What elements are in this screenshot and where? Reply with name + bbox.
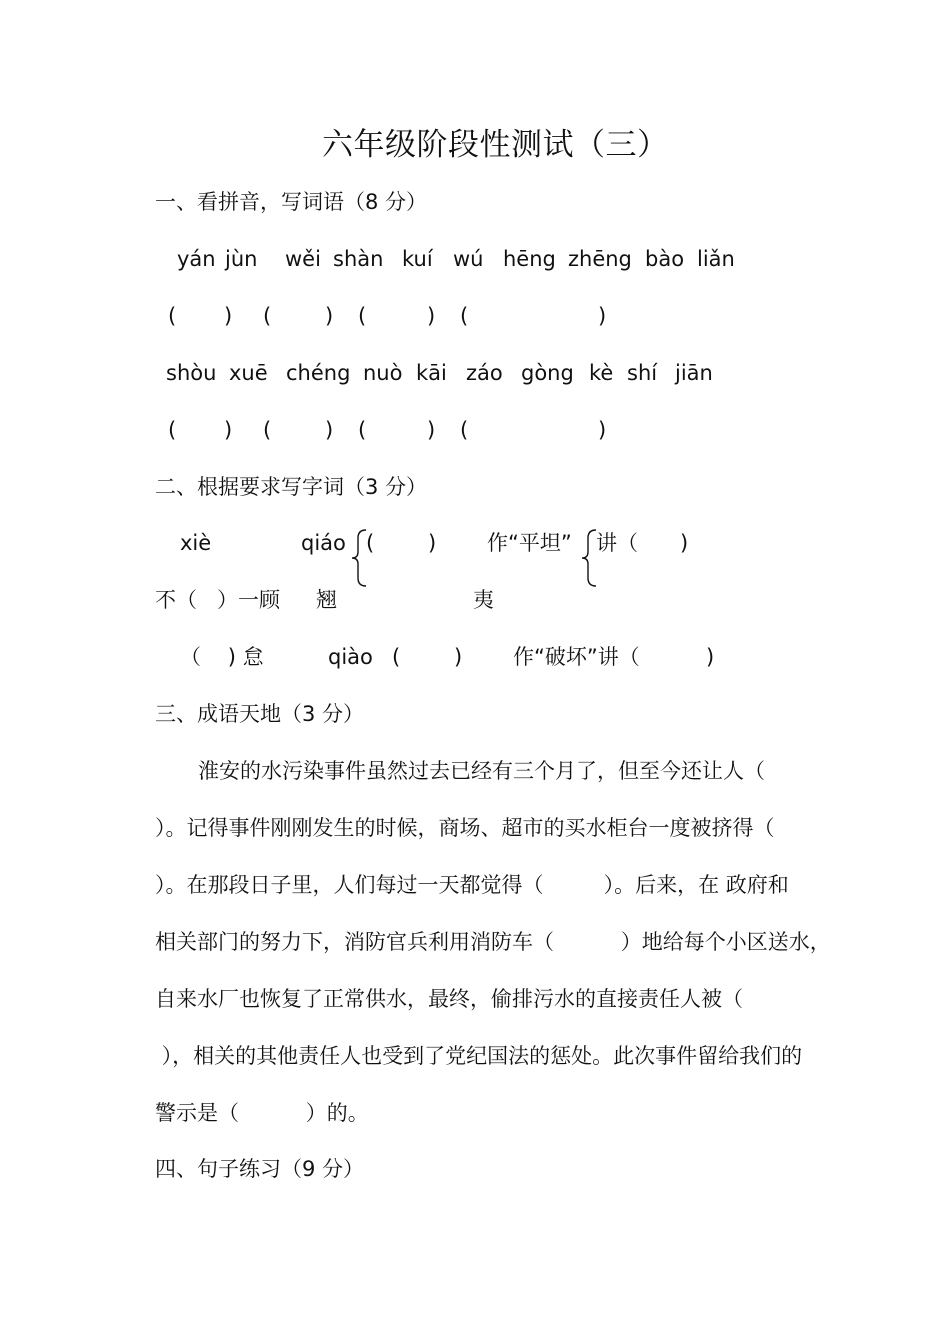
paren-open: ( xyxy=(263,304,272,328)
pinyin-syllable: shòu xyxy=(166,361,217,385)
word-dai: （ ) 怠 xyxy=(180,645,264,669)
section-4-heading: 四、句子练习（9 分） xyxy=(155,1157,365,1181)
char-qiao: 翘 xyxy=(316,588,337,612)
passage-line: ）。在那段日子里，人们每过一天都觉得（ ）。后来，在 政府和 xyxy=(155,873,789,897)
passage-line: 相关部门的努力下，消防官兵利用消防车（ ）地给每个小区送水， xyxy=(155,930,831,954)
passage-line: 警示是（ ）的。 xyxy=(155,1101,369,1125)
pinyin-syllable: shí xyxy=(627,361,658,385)
pinyin-syllable: zhēng xyxy=(568,247,632,271)
passage-line: 淮安的水污染事件虽然过去已经有三个月了，但至今还让人（ xyxy=(198,759,765,783)
idiom-bu-yi-gu: 不（ ）一顾 xyxy=(155,588,281,612)
paren-close: ) xyxy=(454,645,463,669)
pinyin-syllable: kè xyxy=(589,361,614,385)
passage-line: 自来水厂也恢复了正常供水，最终，偷排污水的直接责任人被（ xyxy=(155,987,743,1011)
paren-open: ( xyxy=(263,418,272,442)
instruction-jiang: 讲（ xyxy=(596,531,638,555)
paren-open: ( xyxy=(460,418,469,442)
paren-close: ) xyxy=(427,304,436,328)
pinyin-syllable: wěi xyxy=(285,247,321,271)
pinyin-syllable: nuò xyxy=(363,361,403,385)
pinyin-qiao-4th-tone: qiào xyxy=(328,645,373,669)
section-2-heading: 二、根据要求写字词（3 分） xyxy=(155,475,428,499)
paren-close: ) xyxy=(598,418,607,442)
pinyin-syllable: kuí xyxy=(402,247,433,271)
instruction-zuo-pohuai: 作“破坏”讲（ xyxy=(513,645,640,669)
pinyin-syllable: kāi xyxy=(416,361,447,385)
pinyin-syllable: hēng xyxy=(503,247,556,271)
paren-close: ) xyxy=(325,418,334,442)
passage-line: ）。记得事件刚刚发生的时候，商场、超市的买水柜台一度被挤得（ xyxy=(155,816,775,840)
instruction-zuo-pingtan: 作“平坦” xyxy=(487,531,572,555)
paren-open: ( xyxy=(392,645,401,669)
section-3-heading: 三、成语天地（3 分） xyxy=(155,702,365,726)
paren-open: ( xyxy=(168,304,177,328)
passage-line: ），相关的其他责任人也受到了党纪国法的惩处。此次事件留给我们的 xyxy=(155,1044,803,1068)
pinyin-syllable: shàn xyxy=(333,247,384,271)
pinyin-syllable: yán xyxy=(177,247,216,271)
section-1-heading: 一、看拼音，写词语（8 分） xyxy=(155,190,428,214)
paren-close: ) xyxy=(598,304,607,328)
paren-close: ) xyxy=(224,304,233,328)
pinyin-syllable: záo xyxy=(466,361,503,385)
paren-close: ) xyxy=(427,418,436,442)
paren-open: ( xyxy=(358,304,367,328)
paren-open: ( xyxy=(358,418,367,442)
paren-open: ( xyxy=(168,418,177,442)
char-yi: 夷 xyxy=(473,588,494,612)
pinyin-syllable: jiān xyxy=(675,361,713,385)
pinyin-qiao-2nd-tone: qiáo xyxy=(301,531,346,555)
pinyin-syllable: bào xyxy=(645,247,685,271)
paren-open: ( xyxy=(460,304,469,328)
paren-close: ) xyxy=(325,304,334,328)
pinyin-syllable: xuē xyxy=(229,361,268,385)
pinyin-syllable: gòng xyxy=(521,361,574,385)
paren-close: ) xyxy=(428,531,437,555)
pinyin-syllable: chéng xyxy=(286,361,351,385)
paren-close: ) xyxy=(224,418,233,442)
pinyin-syllable: wú xyxy=(453,247,484,271)
page-title: 六年级阶段性测试（三） xyxy=(322,127,669,163)
paren-open: ( xyxy=(366,531,375,555)
paren-close: ) xyxy=(680,531,689,555)
pinyin-syllable: liǎn xyxy=(697,247,735,271)
paren-close: ) xyxy=(706,645,715,669)
pinyin-syllable: jùn xyxy=(225,247,258,271)
pinyin-xie: xiè xyxy=(180,531,212,555)
